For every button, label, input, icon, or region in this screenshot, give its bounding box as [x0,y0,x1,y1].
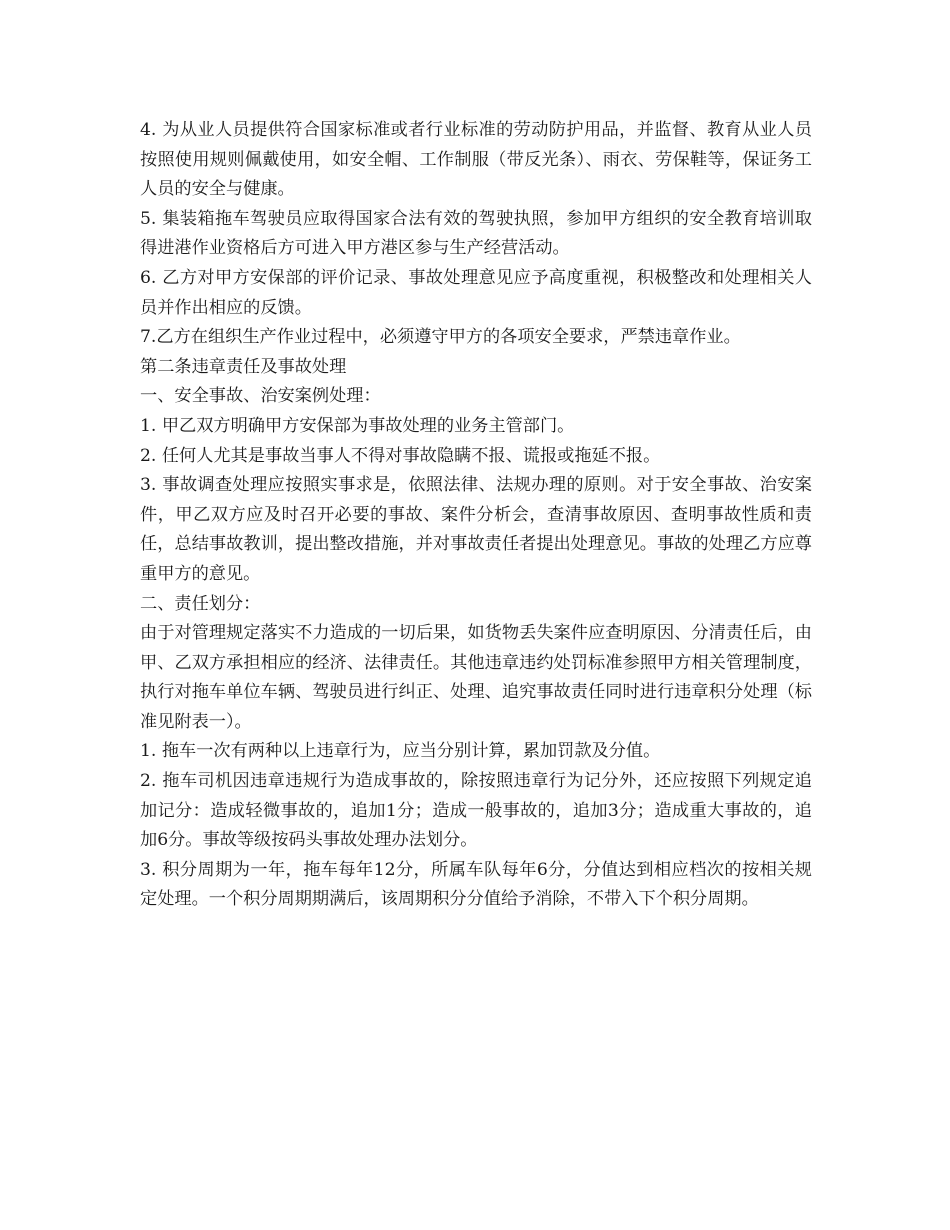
paragraph-responsibility-2: 2. 拖车司机因违章违规行为造成事故的，除按照违章行为记分外，还应按照下列规定追加记分：造成轻微事故的，追加1分；造成一般事故的，追加3分；造成重大事故的，追加6分。事故等级按码头事故处理办法划分。 [140,771,812,851]
paragraph-accident-2: 2. 任何人尤其是事故当事人不得对事故隐瞒不报、谎报或拖延不报。 [140,445,661,466]
subsection-heading-accident-handling: 一、安全事故、治安案例处理： [140,386,381,407]
paragraph-item-7: 7.乙方在组织生产作业过程中，必须遵守甲方的各项安全要求，严禁违章作业。 [140,327,741,348]
section-heading-article-2: 第二条违章责任及事故处理 [140,356,347,377]
paragraph-accident-1: 1. 甲乙双方明确甲方安保部为事故处理的业务主管部门。 [140,415,575,436]
paragraph-accident-3: 3. 事故调查处理应按照实事求是，依照法律、法规办理的原则。对于安全事故、治安案件，甲乙双方应及时召开必要的事故、案件分析会，查清事故原因、查明事故性质和责任，总结事故教训，提出整改措施，并对事故责任者提出处理意见。事故的处理乙方应尊重甲方的意见。 [140,475,812,584]
paragraph-responsibility-3: 3. 积分周期为一年，拖车每年12分，所属车队每年6分，分值达到相应档次的按相关规定处理。一个积分周期期满后，该周期积分分值给予消除，不带入下个积分周期。 [140,859,812,910]
paragraph-item-5: 5. 集装箱拖车驾驶员应取得国家合法有效的驾驶执照，参加甲方组织的安全教育培训取得进港作业资格后方可进入甲方港区参与生产经营活动。 [140,208,812,259]
subsection-heading-responsibility: 二、责任划分： [140,593,261,614]
paragraph-item-4: 4. 为从业人员提供符合国家标准或者行业标准的劳动防护用品，并监督、教育从业人员按照使用规则佩戴使用，如安全帽、工作制服（带反光条）、雨衣、劳保鞋等，保证务工人员的安全与健康。 [140,120,812,200]
paragraph-item-6: 6. 乙方对甲方安保部的评价记录、事故处理意见应予高度重视，积极整改和处理相关人员并作出相应的反馈。 [140,267,812,318]
paragraph-responsibility-intro: 由于对管理规定落实不力造成的一切后果，如货物丢失案件应查明原因、分清责任后，由甲、乙双方承担相应的经济、法律责任。其他违章违约处罚标准参照甲方相关管理制度，执行对拖车单位车辆、驾驶员进行纠正、处理、追究事故责任同时进行违章积分处理（标准见附表一）。 [140,623,812,732]
document-body [140,116,812,915]
paragraph-responsibility-1: 1. 拖车一次有两种以上违章行为，应当分别计算，累加罚款及分值。 [140,741,661,762]
